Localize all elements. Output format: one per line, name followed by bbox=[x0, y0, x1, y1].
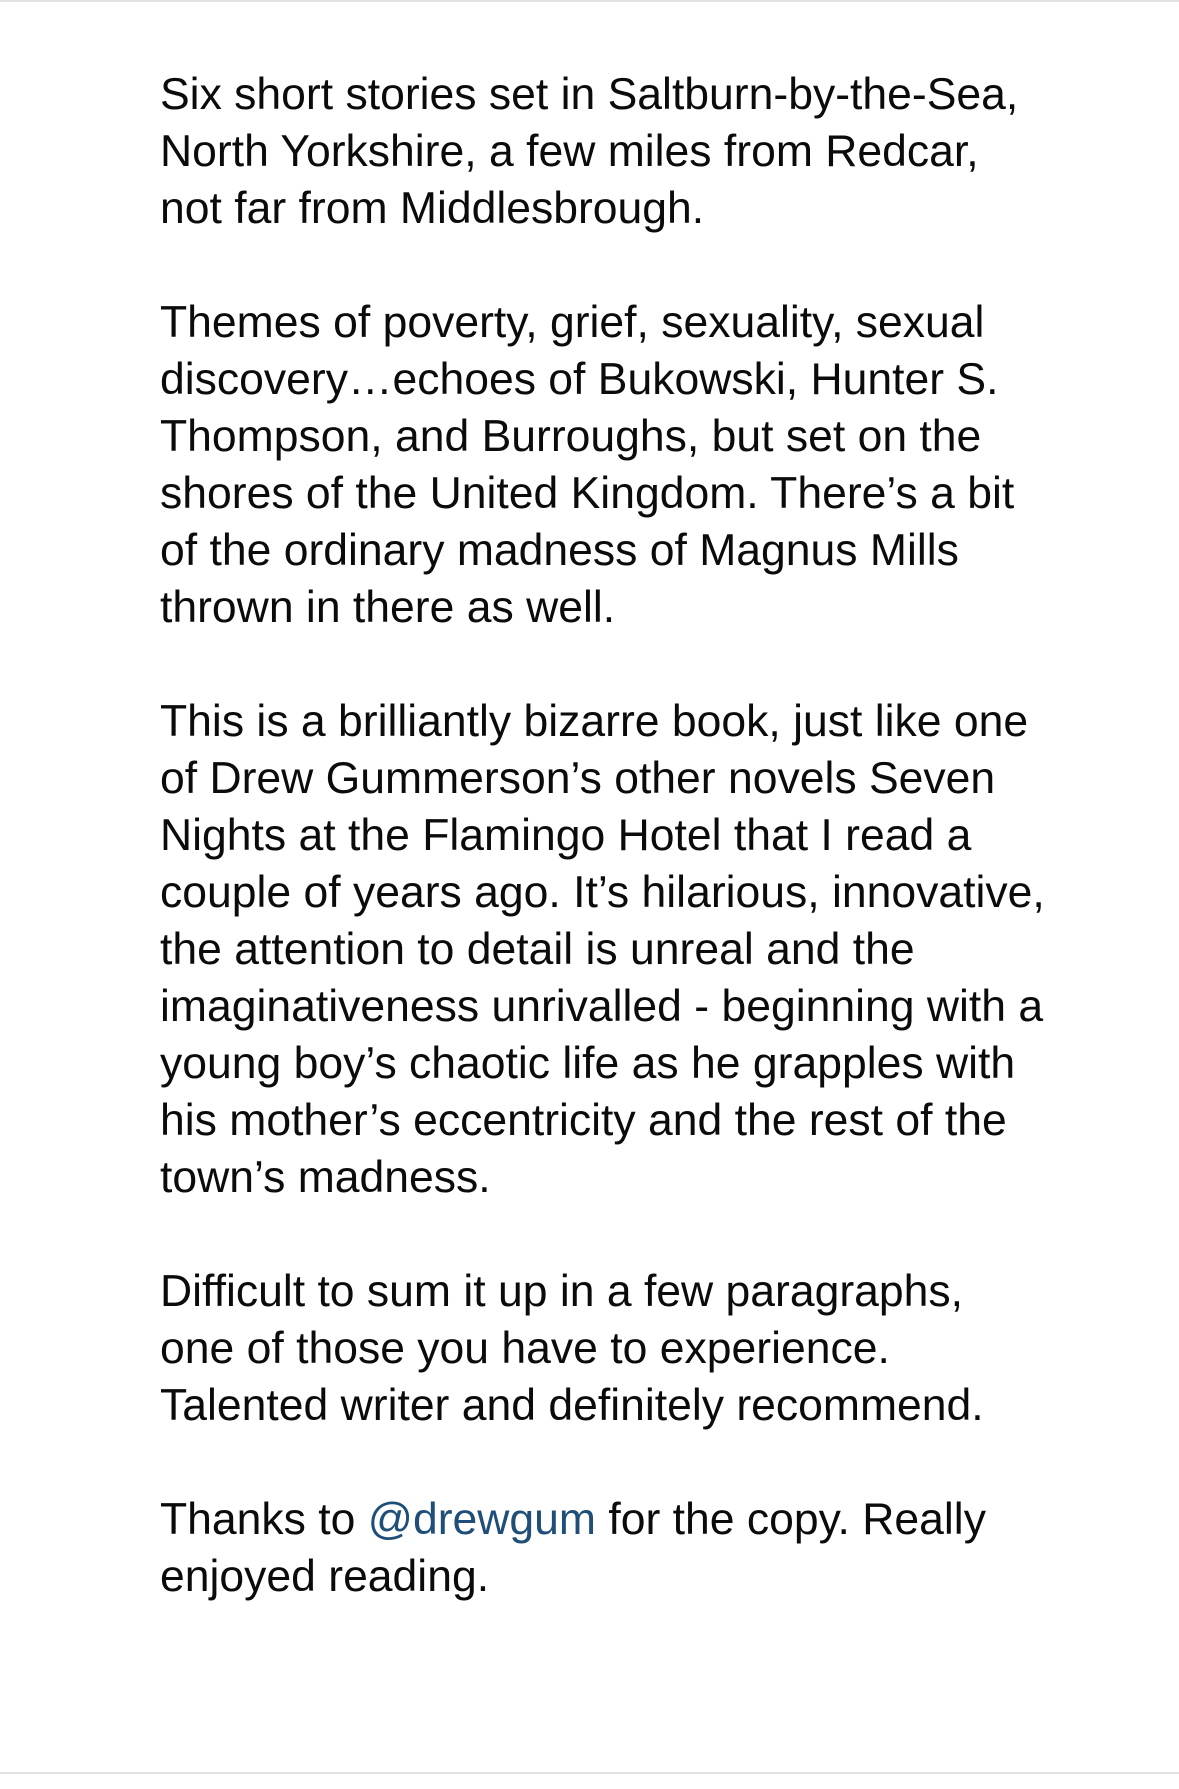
caption-line: imaginativeness unrivalled - beginning with a bbox=[160, 982, 1044, 1031]
caption-line: one of those you have to experience. bbox=[160, 1324, 890, 1373]
caption-line: shores of the United Kingdom. There’s a bit bbox=[160, 469, 1015, 518]
caption-line: couple of years ago. It’s hilarious, innovative, bbox=[160, 868, 1045, 917]
caption-line: Difficult to sum it up in a few paragraphs, bbox=[160, 1267, 964, 1316]
caption-line: Six short stories set in Saltburn-by-the-Sea, bbox=[160, 70, 1019, 119]
caption-paragraph-5 bbox=[160, 1491, 1140, 1605]
caption-line: of Drew Gummerson’s other novels Seven bbox=[160, 754, 996, 803]
caption-line: discovery…echoes of Bukowski, Hunter S. bbox=[160, 355, 999, 404]
mention-link[interactable]: @drewgum bbox=[367, 1495, 596, 1544]
top-divider bbox=[0, 0, 1179, 2]
caption-line: not far from Middlesbrough. bbox=[160, 184, 705, 233]
caption-line: thrown in there as well. bbox=[160, 583, 616, 632]
caption-line: Thompson, and Burroughs, but set on the bbox=[160, 412, 982, 461]
caption-line: town’s madness. bbox=[160, 1153, 491, 1202]
caption-line: young boy’s chaotic life as he grapples with bbox=[160, 1039, 1016, 1088]
caption-paragraph-3 bbox=[160, 693, 1140, 1206]
caption-line: the attention to detail is unreal and the bbox=[160, 925, 915, 974]
caption-paragraph-4 bbox=[160, 1263, 1140, 1434]
caption-line: his mother’s eccentricity and the rest of the bbox=[160, 1096, 1007, 1145]
caption-line: Themes of poverty, grief, sexuality, sexual bbox=[160, 298, 985, 347]
caption-line: enjoyed reading. bbox=[160, 1552, 490, 1601]
thanks-prefix: Thanks to bbox=[160, 1495, 368, 1544]
caption-line: North Yorkshire, a few miles from Redcar, bbox=[160, 127, 979, 176]
caption-paragraph-2 bbox=[160, 294, 1140, 636]
caption-line: Talented writer and definitely recommend. bbox=[160, 1381, 984, 1430]
caption-paragraph-1 bbox=[160, 66, 1140, 237]
caption-line: Nights at the Flamingo Hotel that I read a bbox=[160, 811, 972, 860]
thanks-suffix: for the copy. Really bbox=[595, 1495, 986, 1544]
post-caption bbox=[160, 66, 1140, 1662]
caption-line: This is a brilliantly bizarre book, just like one bbox=[160, 697, 1029, 746]
caption-line: of the ordinary madness of Magnus Mills bbox=[160, 526, 959, 575]
bottom-divider bbox=[0, 1772, 1179, 1774]
caption-line bbox=[160, 1491, 1140, 1548]
